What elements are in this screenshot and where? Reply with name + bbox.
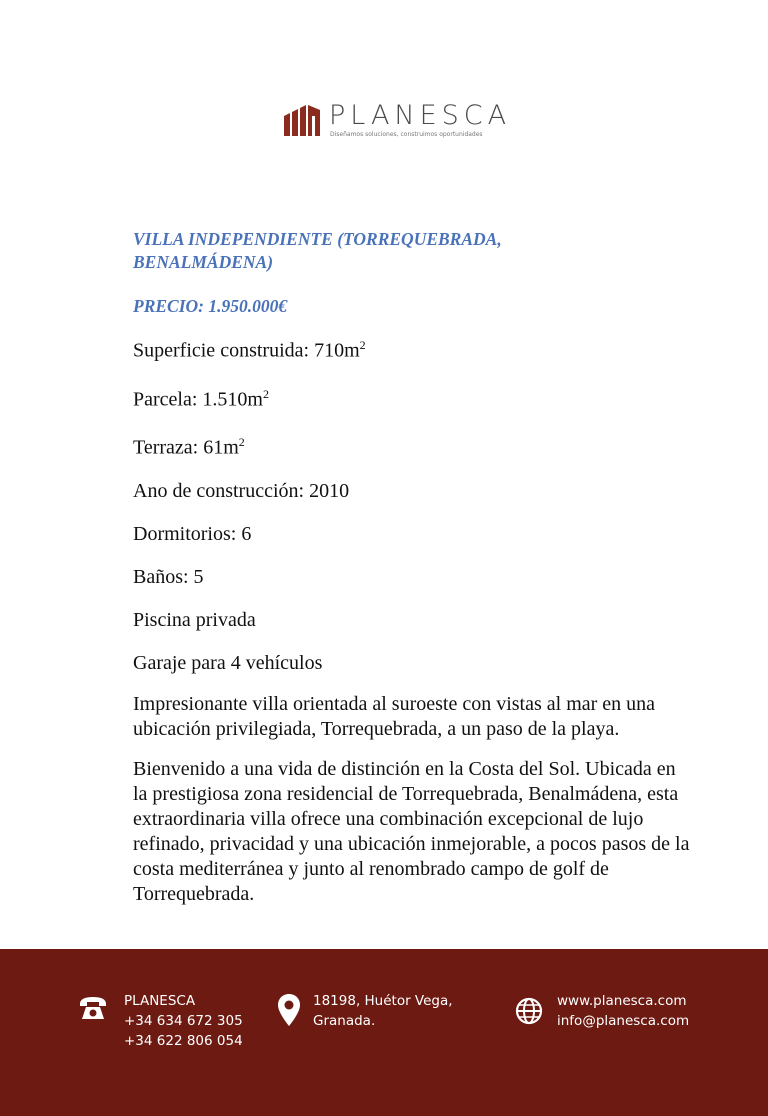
listing-price: PRECIO: 1.950.000€ [133,296,288,316]
address-line-1: 18198, Huétor Vega, [313,993,453,1009]
telephone-icon [78,995,108,1021]
email-link[interactable]: info@planesca.com [557,1013,690,1029]
fact-label: Terraza: [133,436,204,459]
fact-value: 61m [203,436,239,459]
building-logo-icon [282,104,322,136]
fact-bedrooms: Dormitorios: 6 [133,522,252,545]
fact-value: 1.510m [202,388,263,411]
description-intro: Impresionante villa orientada al suroeste con vistas al mar en una ubicación privilegiada, Torrequebrada, a un paso de la playa. [133,692,656,740]
planesca-logo [282,100,522,144]
listing-title: VILLA INDEPENDIENTE (TORREQUEBRADA, BENALMÁDENA) [133,229,502,272]
phone-number-1[interactable]: +34 634 672 305 [124,1013,243,1029]
globe-icon [515,997,543,1025]
description-body: Bienvenido a una vida de distinción en la Costa del Sol. Ubicada en la prestigiosa zona residencial de Torrequebrada, Benalmádena, esta extraordinaria villa ofrece una combinación excepcional de lujo refinado, privacidad y una ubicación inmejorable, a pocos pasos de la costa mediterránea y junto al renombrado campo de golf de Torrequebrada. [133,757,690,905]
contact-phone-block [124,991,243,1051]
fact-value: 710m [314,339,360,362]
brand-tagline: Diseñamos soluciones, construimos oportunidades [330,131,483,138]
map-pin-icon [277,993,301,1027]
address-line-2: Granada. [313,1013,376,1029]
squared-superscript: 2 [359,338,366,352]
fact-label: Parcela: [133,388,203,411]
fact-pool: Piscina privada [133,608,256,631]
fact-built-area [133,331,693,365]
fact-year: Ano de construcción: 2010 [133,479,350,502]
squared-superscript: 2 [238,435,245,450]
fact-bathrooms: Baños: 5 [133,565,204,588]
phone-number-2[interactable]: +34 622 806 054 [124,1033,243,1049]
contact-web-block [557,991,689,1031]
squared-superscript: 2 [262,386,269,401]
brand-name: PLANESCA [329,100,512,131]
contact-address-block [313,991,453,1031]
footer-company: PLANESCA [124,993,196,1009]
property-facts [133,331,693,677]
fact-garage: Garaje para 4 vehículos [133,651,323,674]
footer [0,949,768,1116]
website-link[interactable]: www.planesca.com [557,993,687,1009]
fact-terrace [133,428,693,462]
fact-label: Superficie construida: [133,339,315,362]
listing-content [133,228,693,922]
fact-plot [133,380,693,414]
